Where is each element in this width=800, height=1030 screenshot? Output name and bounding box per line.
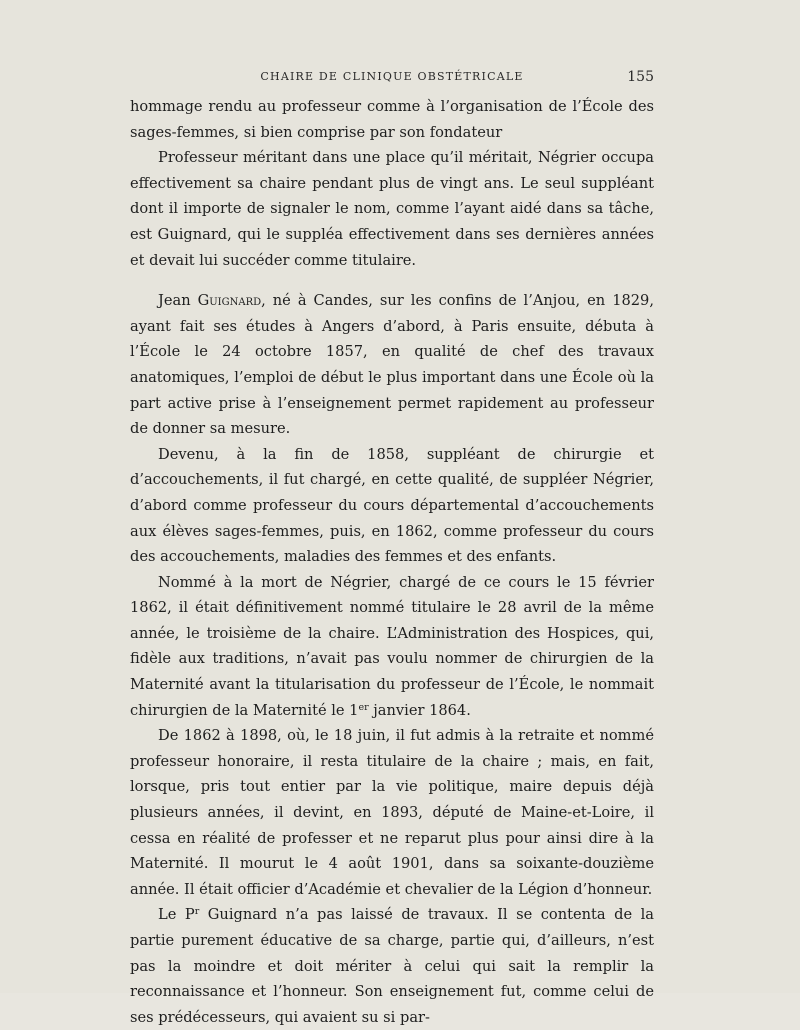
paragraph-supplying: Devenu, à la fin de 1858, suppléant de chirurgie et d’accouchements, il fut chargé, en cette qualité, de suppléer Négrier, d’abord comme professeur du cours départemental d’accouchements aux élèves sages-femmes, puis, en 1862, comme professeur du cours des accouchements, maladies des femmes et des enfants. (130, 445, 654, 566)
page-header (130, 70, 654, 90)
paragraph-negrier-tenure: Professeur méritant dans une place qu’il méritait, Négrier occupa effectivement sa chaire pendant plus de vingt ans. Le seul suppléant dont il importe de signaler le nom, comme l’ayant aidé dans sa tâche, est Guignard, qui le suppléa effectivement dans ses dernières années et devait lui succéder comme titulaire. (130, 149, 654, 269)
first-name: Jean (158, 292, 198, 310)
paragraph-text: Nommé à la mort de Négrier, chargé de ce cours le 15 février 1862, il était définitivement nommé titulaire le 28 avril de la même année, le troisième de la chaire. L’Administration des Hospices, qui, fidèle aux traditions, n’avait pas voulu nommer de chirurgien de la Maternité avant la titularisation du professeur de l’École, le nommait chirurgien de la Maternité le 1 (130, 573, 654, 719)
title-superscript: r (194, 906, 200, 918)
paragraph-continuation: hommage rendu au professeur comme à l’organisation de l’École des sages-femmes, si bien comprise par son fondateur (130, 98, 654, 141)
paragraph-appointment (130, 570, 654, 724)
paragraph-guignard-intro (130, 288, 654, 442)
paragraph-text-tail: janvier 1864. (368, 701, 471, 719)
paragraph-text: Guignard n’a pas laissé de travaux. Il se contenta de la partie purement éducative de sa charge, partie qui, d’ailleurs, n’est pas la moindre et doit mériter à celui qui sait la remplir la reconnaissance et l’honneur. Son enseignement fut, comme celui de ses prédécesseurs, qui avaient su si par- (130, 906, 654, 1026)
page-number: 155 (627, 69, 654, 85)
ordinal-superscript: er (358, 701, 369, 713)
running-title: CHAIRE DE CLINIQUE OBSTÉTRICALE (260, 70, 524, 83)
surname-small-caps: Guignard (197, 292, 262, 310)
paragraph-text: , né à Candes, sur les confins de l’Anjou, en 1829, ayant fait ses études à Angers d’abord, à Paris ensuite, débuta à l’École le 24 octobre 1857, en qualité de chef des travaux anatomiques, l’emploi de début le plus important dans une École où la part active prise à l’enseignement permet rapidement au professeur de donner sa mesure. (130, 292, 654, 438)
paragraph-teaching (130, 902, 654, 1030)
paragraph-career: De 1862 à 1898, où, le 18 juin, il fut admis à la retraite et nommé professeur honoraire, il resta titulaire de la chaire ; mais, en fait, lorsque, pris tout entier par la vie politique, maire depuis déjà plusieurs années, il devint, en 1893, député de Maine-et-Loire, il cessa en réalité de professer et ne reparut plus pour ainsi dire à la Maternité. Il mourut le 4 août 1901, dans sa soixante-douzième année. Il était officier d’Académie et chevalier de la Légion d’honneur. (130, 727, 654, 898)
paragraph-lead: Le P (158, 906, 195, 924)
body-text (130, 94, 654, 1030)
